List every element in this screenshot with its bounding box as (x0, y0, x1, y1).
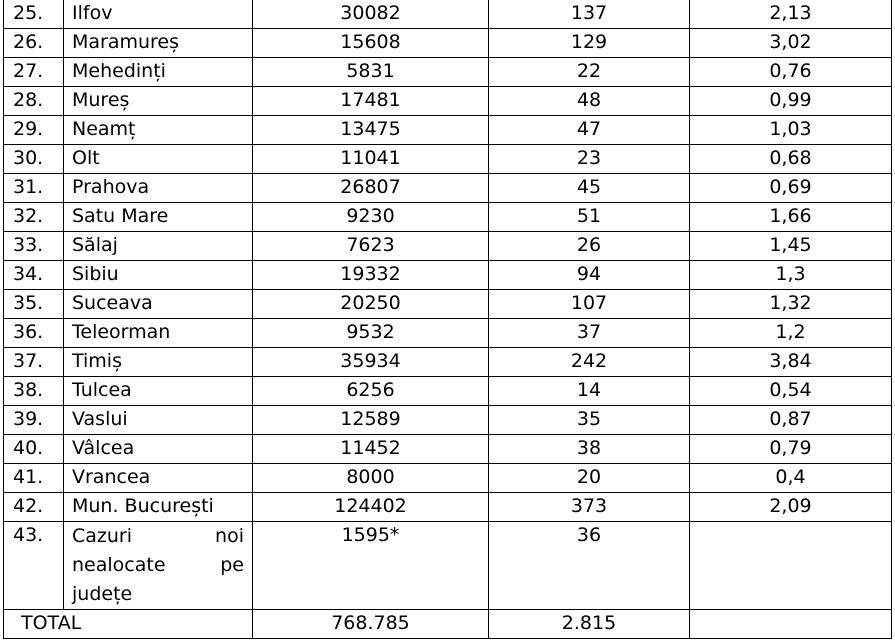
county-name: Ilfov (64, 0, 253, 29)
cases-total: 11452 (253, 435, 489, 464)
county-name: Prahova (64, 174, 253, 203)
county-name: Satu Mare (64, 203, 253, 232)
row-number: 35. (4, 290, 64, 319)
row-number: 38. (4, 377, 64, 406)
cases-new: 51 (489, 203, 690, 232)
county-name (64, 522, 253, 610)
county-name: Neamț (64, 116, 253, 145)
row-number: 32. (4, 203, 64, 232)
row-number: 25. (4, 0, 64, 29)
row-number: 43. (4, 522, 64, 610)
county-name: Maramureș (64, 29, 253, 58)
cases-new: 14 (489, 377, 690, 406)
incidence-rate: 1,2 (690, 319, 892, 348)
county-cases-table (3, 0, 892, 639)
cases-total: 20250 (253, 290, 489, 319)
total-cases: 768.785 (253, 610, 489, 639)
cases-total: 8000 (253, 464, 489, 493)
incidence-rate: 0,79 (690, 435, 892, 464)
county-name: Teleorman (64, 319, 253, 348)
incidence-rate: 2,13 (690, 0, 892, 29)
row-number: 37. (4, 348, 64, 377)
incidence-rate: 0,68 (690, 145, 892, 174)
incidence-rate: 2,09 (690, 493, 892, 522)
table-row-total (4, 610, 892, 639)
cases-total: 13475 (253, 116, 489, 145)
incidence-rate: 1,3 (690, 261, 892, 290)
cases-new: 20 (489, 464, 690, 493)
cases-total: 5831 (253, 58, 489, 87)
cases-new: 23 (489, 145, 690, 174)
incidence-rate: 0,76 (690, 58, 892, 87)
row-number: 28. (4, 87, 64, 116)
county-name: Suceava (64, 290, 253, 319)
county-name: Sibiu (64, 261, 253, 290)
cases-new: 107 (489, 290, 690, 319)
table-row (4, 377, 892, 406)
cases-total: 9230 (253, 203, 489, 232)
cases-new: 129 (489, 29, 690, 58)
incidence-rate: 0,87 (690, 406, 892, 435)
cases-total: 35934 (253, 348, 489, 377)
incidence-rate (690, 522, 892, 610)
table-body (4, 0, 892, 639)
cases-new: 137 (489, 0, 690, 29)
incidence-rate: 3,84 (690, 348, 892, 377)
cases-new: 22 (489, 58, 690, 87)
incidence-rate: 3,02 (690, 29, 892, 58)
cases-new: 35 (489, 406, 690, 435)
incidence-rate: 0,54 (690, 377, 892, 406)
total-label: TOTAL (4, 610, 253, 639)
cases-new: 45 (489, 174, 690, 203)
cases-new: 36 (489, 522, 690, 610)
county-name: Vâlcea (64, 435, 253, 464)
incidence-rate: 0,99 (690, 87, 892, 116)
county-name: Timiș (64, 348, 253, 377)
table-row (4, 435, 892, 464)
county-name: Olt (64, 145, 253, 174)
county-name: Sălaj (64, 232, 253, 261)
row-number: 33. (4, 232, 64, 261)
county-name: Mureș (64, 87, 253, 116)
cases-new: 94 (489, 261, 690, 290)
table-row (4, 116, 892, 145)
cases-total: 15608 (253, 29, 489, 58)
row-number: 42. (4, 493, 64, 522)
total-incidence (690, 610, 892, 639)
table-row (4, 203, 892, 232)
cases-new: 26 (489, 232, 690, 261)
cases-total: 17481 (253, 87, 489, 116)
incidence-rate: 1,66 (690, 203, 892, 232)
table-row (4, 145, 892, 174)
row-number: 39. (4, 406, 64, 435)
cases-new: 373 (489, 493, 690, 522)
total-new-cases: 2.815 (489, 610, 690, 639)
table-row (4, 319, 892, 348)
row-number: 36. (4, 319, 64, 348)
table-row (4, 493, 892, 522)
county-name: Mun. București (64, 493, 253, 522)
cases-total: 19332 (253, 261, 489, 290)
county-name: Mehedinți (64, 58, 253, 87)
cases-new: 38 (489, 435, 690, 464)
cases-new: 242 (489, 348, 690, 377)
county-name: Tulcea (64, 377, 253, 406)
cases-total: 1595* (253, 522, 489, 610)
table-row (4, 174, 892, 203)
cases-total: 6256 (253, 377, 489, 406)
table-row (4, 87, 892, 116)
table-row (4, 261, 892, 290)
cases-total: 26807 (253, 174, 489, 203)
table-row (4, 0, 892, 29)
incidence-rate: 1,45 (690, 232, 892, 261)
cases-total: 124402 (253, 493, 489, 522)
table-row (4, 232, 892, 261)
table-row (4, 406, 892, 435)
table-row (4, 58, 892, 87)
cases-total: 9532 (253, 319, 489, 348)
incidence-rate: 1,32 (690, 290, 892, 319)
cases-total: 30082 (253, 0, 489, 29)
row-number: 41. (4, 464, 64, 493)
row-number: 27. (4, 58, 64, 87)
cases-total: 7623 (253, 232, 489, 261)
row-number: 30. (4, 145, 64, 174)
row-number: 31. (4, 174, 64, 203)
cases-new: 48 (489, 87, 690, 116)
table-row (4, 464, 892, 493)
table-row (4, 348, 892, 377)
incidence-rate: 1,03 (690, 116, 892, 145)
table-row-unallocated (4, 522, 892, 610)
county-name: Vrancea (64, 464, 253, 493)
row-number: 26. (4, 29, 64, 58)
cases-total: 11041 (253, 145, 489, 174)
row-number: 29. (4, 116, 64, 145)
row-number: 34. (4, 261, 64, 290)
cases-new: 47 (489, 116, 690, 145)
county-name: Vaslui (64, 406, 253, 435)
table-row (4, 290, 892, 319)
row-number: 40. (4, 435, 64, 464)
county-name-text: Cazuri noi nealocate pe județe (72, 525, 244, 605)
incidence-rate: 0,69 (690, 174, 892, 203)
cases-total: 12589 (253, 406, 489, 435)
table-row (4, 29, 892, 58)
incidence-rate: 0,4 (690, 464, 892, 493)
cases-new: 37 (489, 319, 690, 348)
